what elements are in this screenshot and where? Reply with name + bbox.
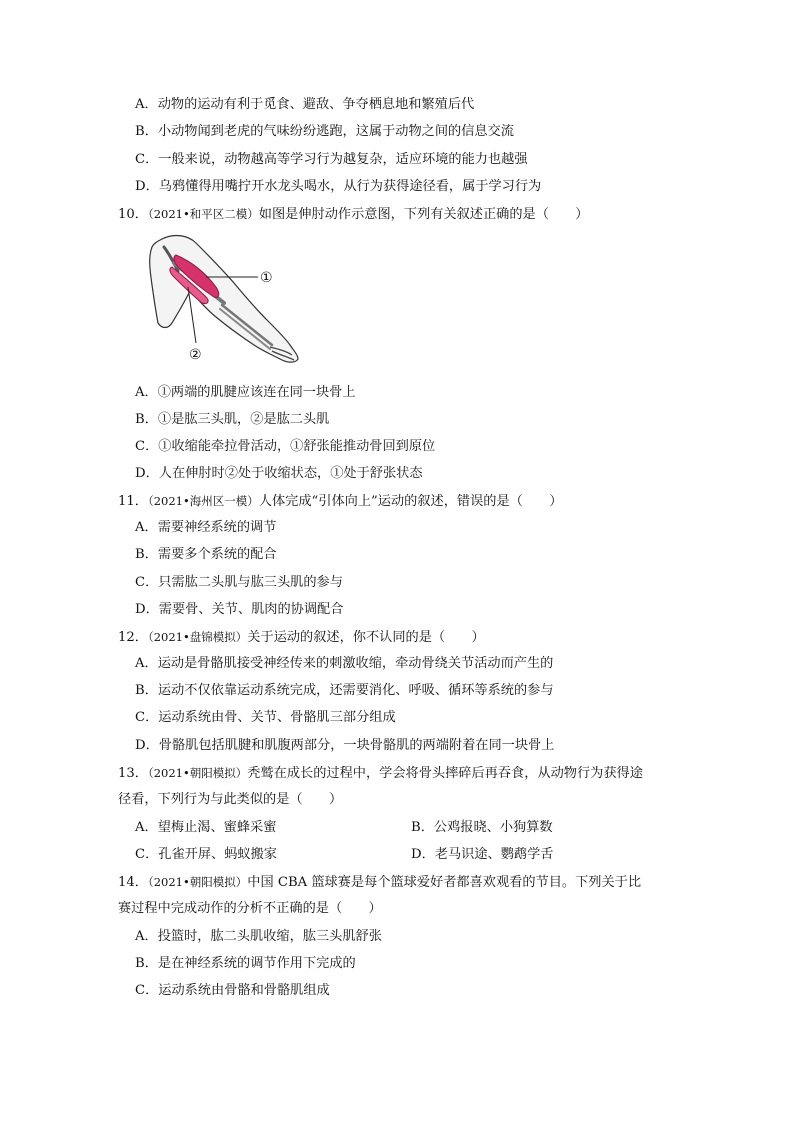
q12-stem [118, 628, 485, 647]
arm-outline [150, 236, 298, 363]
q9-option-a: A．动物的运动有利于觅食、避敌、争夺栖息地和繁殖后代 [135, 97, 475, 112]
q14-stem [118, 873, 641, 892]
q10-option-d: D．人在伸肘时②处于收缩状态，①处于舒张状态 [135, 466, 423, 481]
label-two: ② [189, 347, 202, 363]
q11-option-d: D．需要骨、关节、肌肉的协调配合 [135, 602, 344, 617]
q9-option-c: C．一般来说，动物越高等学习行为越复杂，适应环境的能力也越强 [135, 152, 528, 167]
q14-option-a: A．投篮时，肱二头肌收缩，肱三头肌舒张 [135, 929, 382, 944]
q10-option-b: B．①是肱三头肌，②是肱二头肌 [135, 412, 330, 427]
q10-option-a: A．①两端的肌腱应该连在同一块骨上 [135, 385, 356, 400]
q10-option-c: C．①收缩能牵拉骨活动，①舒张能推动骨回到原位 [135, 439, 436, 454]
q13-text-line2: 径看，下列行为与此类似的是（ ） [118, 792, 343, 807]
q14-number: 14． [118, 875, 148, 890]
q13-option-d: D．老马识途、鹦鹉学舌 [411, 847, 554, 862]
q13-text-line1: 秃鹫在成长的过程中，学会将骨头摔碎后再吞食，从动物行为获得途 [247, 766, 643, 781]
q10-source: （2021•和平区二模） [147, 207, 259, 221]
q13-number: 13． [118, 766, 148, 781]
q11-source: （2021•海州区一模） [147, 494, 259, 508]
label-one: ① [260, 270, 273, 286]
q12-option-d: D．骨骼肌包括肌腱和肌腹两部分，一块骨骼肌的两端附着在同一块骨上 [135, 738, 555, 753]
q14-option-b: B．是在神经系统的调节作用下完成的 [135, 956, 356, 971]
q12-option-c: C．运动系统由骨、关节、骨骼肌三部分组成 [135, 710, 396, 725]
q13-option-c: C．孔雀开屏、蚂蚁搬家 [135, 847, 277, 862]
q10-number: 10． [118, 207, 148, 222]
q12-text: 关于运动的叙述，你不认同的是（ ） [247, 630, 485, 645]
q14-source: （2021•朝阳模拟） [147, 875, 248, 889]
q12-option-b: B．运动不仅依靠运动系统完成，还需要消化、呼吸、循环等系统的参与 [135, 683, 554, 698]
arm-illustration [140, 233, 300, 368]
q10-text: 如图是伸肘动作示意图，下列有关叙述正确的是（ ） [258, 207, 589, 222]
q14-option-c: C．运动系统由骨骼和骨骼肌组成 [135, 983, 330, 998]
elbow-extension-figure [140, 233, 300, 368]
q9-option-d: D．乌鸦懂得用嘴拧开水龙头喝水，从行为获得途径看，属于学习行为 [135, 179, 542, 194]
q13-option-b: B．公鸡报晓、小狗算数 [411, 820, 553, 835]
q12-option-a: A．运动是骨骼肌接受神经传来的刺激收缩，牵动骨绕关节活动而产生的 [135, 656, 554, 671]
q11-option-c: C．只需肱二头肌与肱三头肌的参与 [135, 575, 343, 590]
q11-text: 人体完成“引体向上”运动的叙述，错误的是（ ） [258, 494, 563, 509]
q13-stem [118, 764, 643, 783]
q14-text-line1: 中国 CBA 篮球赛是每个篮球爱好者都喜欢观看的节目。下列关于比 [247, 875, 642, 890]
q14-text-line2: 赛过程中完成动作的分析不正确的是（ ） [118, 901, 382, 916]
q11-option-b: B．需要多个系统的配合 [135, 547, 277, 562]
q10-stem [118, 205, 588, 224]
q11-stem [118, 492, 562, 511]
q12-number: 12． [118, 630, 148, 645]
q11-number: 11． [118, 494, 148, 509]
q11-option-a: A．需要神经系统的调节 [135, 520, 277, 535]
q13-option-a: A．望梅止渴、蜜蜂采蜜 [135, 820, 277, 835]
q9-option-b: B．小动物闻到老虎的气味纷纷逃跑，这属于动物之间的信息交流 [135, 124, 514, 139]
q13-source: （2021•朝阳模拟） [147, 766, 248, 780]
q12-source: （2021•盘锦模拟） [147, 630, 248, 644]
